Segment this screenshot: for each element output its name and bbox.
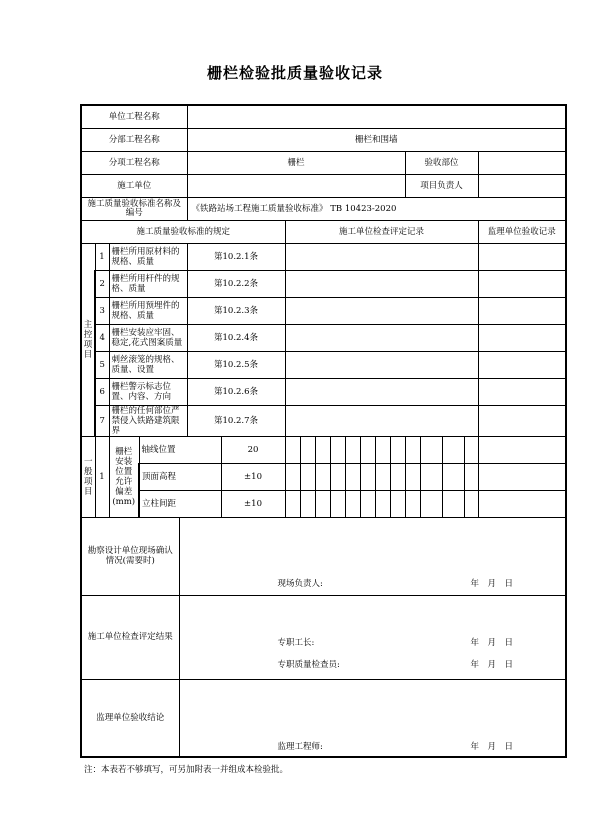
measure-cell[interactable]	[315, 490, 330, 517]
main-item-record[interactable]	[285, 351, 478, 378]
survey-sign-area[interactable]	[179, 517, 566, 595]
measure-cell[interactable]	[464, 436, 478, 463]
general-item-no: 1	[95, 436, 109, 517]
measure-cell[interactable]	[285, 436, 300, 463]
contractor-date-1: 年 月 日	[470, 637, 514, 648]
main-item-text: 栅栏安装应牢固、稳定,花式图案质量	[109, 324, 187, 351]
main-item-supervisor[interactable]	[478, 324, 566, 351]
main-item-no: 1	[95, 243, 109, 270]
main-item-no: 5	[95, 351, 109, 378]
main-item-text: 栅栏所用预埋件的规格、质量	[109, 297, 187, 324]
measure-cell[interactable]	[315, 436, 330, 463]
measure-cell[interactable]	[442, 436, 464, 463]
measure-cell[interactable]	[390, 436, 405, 463]
main-item-text: 栅栏所用杆件的规格、质量	[109, 270, 187, 297]
tolerance-value: ±10	[221, 463, 285, 490]
contractor-foreman: 专职工长:	[277, 637, 315, 648]
measure-cell[interactable]	[420, 490, 442, 517]
unit-project-label: 单位工程名称	[81, 105, 187, 128]
main-item-supervisor[interactable]	[478, 270, 566, 297]
main-item-supervisor[interactable]	[478, 378, 566, 405]
main-item-no: 3	[95, 297, 109, 324]
main-item-no: 2	[95, 270, 109, 297]
survey-label: 勘察设计单位现场确认情况(需要时)	[81, 517, 179, 595]
contractor-inspector: 专职质量检查员:	[277, 659, 340, 670]
item-project-value[interactable]: 栅栏	[187, 151, 405, 174]
measure-cell[interactable]	[375, 463, 390, 490]
supervisor-signer: 监理工程师:	[277, 741, 323, 752]
measure-cell[interactable]	[360, 490, 375, 517]
main-item-record[interactable]	[285, 243, 478, 270]
measure-cell[interactable]	[420, 436, 442, 463]
main-item-record[interactable]	[285, 297, 478, 324]
construction-unit-label: 施工单位	[81, 174, 187, 197]
construction-unit-value[interactable]	[187, 174, 405, 197]
main-item-clause: 第10.2.6条	[187, 378, 285, 405]
main-item-text: 栅栏的任何部位严禁侵入铁路建筑限界	[109, 405, 187, 436]
main-item-clause: 第10.2.7条	[187, 405, 285, 436]
tolerance-item-name: 立柱间距	[139, 490, 221, 517]
project-leader-label: 项目负责人	[405, 174, 478, 197]
spec-column-header: 施工质量验收标准的规定	[81, 220, 285, 243]
measure-cell[interactable]	[360, 436, 375, 463]
main-item-clause: 第10.2.4条	[187, 324, 285, 351]
measure-cell[interactable]	[442, 463, 464, 490]
measure-cell[interactable]	[360, 463, 375, 490]
measure-cell[interactable]	[390, 490, 405, 517]
measure-cell[interactable]	[390, 463, 405, 490]
measure-cell[interactable]	[405, 436, 420, 463]
main-item-text: 栅栏警示标志位置、内容、方向	[109, 378, 187, 405]
tolerance-value: 20	[221, 436, 285, 463]
contractor-result-label: 施工单位检查评定结果	[81, 595, 179, 679]
supervisor-record-header: 监理单位验收记录	[478, 220, 566, 243]
general-group-label: 栅栏安装位置允许偏差(mm)	[109, 436, 139, 517]
general-supervisor[interactable]	[478, 436, 566, 463]
main-item-record[interactable]	[285, 378, 478, 405]
contractor-date-2: 年 月 日	[470, 659, 514, 670]
measure-cell[interactable]	[345, 436, 360, 463]
measure-cell[interactable]	[420, 463, 442, 490]
measure-cell[interactable]	[345, 490, 360, 517]
measure-cell[interactable]	[330, 436, 345, 463]
general-label: 一般项目	[81, 436, 95, 517]
measure-cell[interactable]	[315, 463, 330, 490]
item-project-label: 分项工程名称	[81, 151, 187, 174]
main-item-supervisor[interactable]	[478, 351, 566, 378]
measure-cell[interactable]	[330, 463, 345, 490]
main-item-supervisor[interactable]	[478, 243, 566, 270]
main-item-record[interactable]	[285, 324, 478, 351]
inspection-part-value[interactable]	[478, 151, 566, 174]
measure-cell[interactable]	[345, 463, 360, 490]
unit-project-value[interactable]	[187, 105, 566, 128]
main-control-label: 主控项目	[81, 243, 95, 436]
main-item-clause: 第10.2.3条	[187, 297, 285, 324]
measure-cell[interactable]	[285, 490, 300, 517]
main-item-clause: 第10.2.2条	[187, 270, 285, 297]
main-item-supervisor[interactable]	[478, 297, 566, 324]
main-item-clause: 第10.2.1条	[187, 243, 285, 270]
general-supervisor[interactable]	[478, 490, 566, 517]
measure-cell[interactable]	[300, 463, 315, 490]
main-item-record[interactable]	[285, 405, 478, 436]
main-item-no: 6	[95, 378, 109, 405]
sub-project-value[interactable]: 栅栏和围墙	[187, 128, 566, 151]
measure-cell[interactable]	[405, 463, 420, 490]
measure-cell[interactable]	[442, 490, 464, 517]
survey-date: 年 月 日	[470, 578, 514, 589]
inspection-part-label: 验收部位	[405, 151, 478, 174]
standard-label: 施工质量验收标准名称及编号	[81, 197, 187, 220]
supervisor-conclusion-label: 监理单位验收结论	[81, 679, 179, 757]
measure-cell[interactable]	[300, 490, 315, 517]
sub-project-label: 分部工程名称	[81, 128, 187, 151]
contractor-sign-area[interactable]	[179, 595, 566, 679]
project-leader-value[interactable]	[478, 174, 566, 197]
main-item-clause: 第10.2.5条	[187, 351, 285, 378]
measure-cell[interactable]	[405, 490, 420, 517]
tolerance-value: ±10	[221, 490, 285, 517]
measure-cell[interactable]	[464, 463, 478, 490]
page-title: 栅栏检验批质量验收记录	[206, 64, 383, 82]
measure-cell[interactable]	[330, 490, 345, 517]
tolerance-item-name: 轴线位置	[139, 436, 221, 463]
measure-cell[interactable]	[300, 436, 315, 463]
measure-cell[interactable]	[464, 490, 478, 517]
survey-signer: 现场负责人:	[277, 578, 323, 589]
supervisor-sign-area[interactable]	[179, 679, 566, 757]
general-supervisor[interactable]	[478, 463, 566, 490]
main-item-text: 栅栏所用原材料的规格、质量	[109, 243, 187, 270]
main-item-supervisor[interactable]	[478, 405, 566, 436]
tolerance-item-name: 顶面高程	[139, 463, 221, 490]
contractor-record-header: 施工单位检查评定记录	[285, 220, 478, 243]
measure-cell[interactable]	[285, 463, 300, 490]
supervisor-date: 年 月 日	[470, 741, 514, 752]
main-item-no: 7	[95, 405, 109, 436]
measure-cell[interactable]	[375, 490, 390, 517]
main-item-no: 4	[95, 324, 109, 351]
standard-value: 《铁路站场工程施工质量验收标准》 TB 10423-2020	[187, 197, 566, 220]
inspection-form-table	[80, 104, 567, 758]
main-item-text: 刺丝滚笼的规格、质量、设置	[109, 351, 187, 378]
main-item-record[interactable]	[285, 270, 478, 297]
measure-cell[interactable]	[375, 436, 390, 463]
footnote: 注：本表若不够填写，可另加附表一并组成本检验批。	[84, 765, 289, 775]
